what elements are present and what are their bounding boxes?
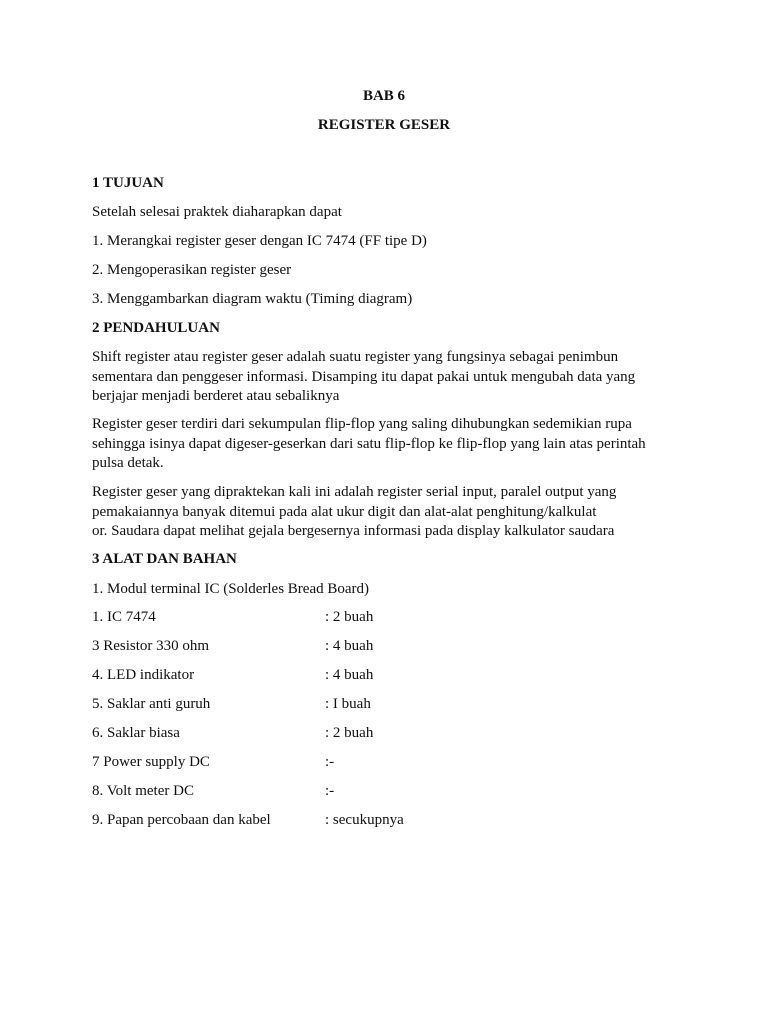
section-heading-alat-bahan: 3 ALAT DAN BAHAN: [92, 551, 237, 567]
tujuan-item: 2. Mengoperasikan register geser: [92, 262, 292, 278]
alat-first-item: 1. Modul terminal IC (Solderles Bread Board): [92, 581, 370, 597]
paragraph-line: pemakaiannya banyak ditemui pada alat ukur digit dan alat-alat penghitung/kalkulat: [92, 503, 597, 520]
material-name: 8. Volt meter DC: [92, 783, 194, 799]
material-name: 7 Power supply DC: [92, 754, 210, 770]
paragraph-line: sementara dan penggeser informasi. Disamping itu dapat pakai untuk mengubah data yang: [92, 368, 636, 385]
material-quantity: :-: [325, 754, 335, 770]
paragraph-line: or. Saudara dapat melihat gejala bergesernya informasi pada display kalkulator saudara: [92, 523, 615, 539]
material-name: 6. Saklar biasa: [92, 725, 180, 741]
section-heading-tujuan: 1 TUJUAN: [92, 175, 164, 191]
material-name: 4. LED indikator: [92, 667, 195, 683]
paragraph-line: Shift register atau register geser adalah suatu register yang fungsinya sebagai penimbun: [92, 349, 619, 365]
paragraph-flip-flop: [92, 415, 692, 474]
paragraph-line: Register geser yang dipraktekan kali ini adalah register serial input, paralel output yang: [92, 484, 617, 500]
tujuan-item: 3. Menggambarkan diagram waktu (Timing diagram): [92, 291, 413, 307]
paragraph-line: sehingga isinya dapat digeser-geserkan dari satu flip-flop ke flip-flop yang lain atas perintah: [92, 435, 646, 452]
paragraph-line: berjajar menjadi berderet atau sebaliknya: [92, 388, 340, 404]
tujuan-intro: Setelah selesai praktek diaharapkan dapat: [92, 204, 342, 220]
material-quantity: :-: [325, 783, 335, 799]
paragraph-shift-register: [92, 348, 692, 407]
chapter-label: BAB 6: [362, 88, 406, 104]
material-name: 9. Papan percobaan dan kabel: [92, 812, 271, 828]
material-name: 5. Saklar anti guruh: [92, 696, 211, 712]
material-name: 3 Resistor 330 ohm: [92, 638, 210, 654]
paragraph-line: pulsa detak.: [92, 455, 164, 471]
material-quantity: : 2 buah: [325, 609, 374, 625]
material-quantity: : 4 buah: [325, 638, 374, 654]
section-heading-pendahuluan: 2 PENDAHULUAN: [92, 320, 220, 336]
material-name: 1. IC 7474: [92, 609, 156, 625]
paragraph-serial-input: [92, 483, 692, 542]
tujuan-item: 1. Merangkai register geser dengan IC 7474 (FF tipe D): [92, 233, 427, 249]
material-quantity: : secukupnya: [325, 812, 404, 828]
material-quantity: : I buah: [325, 696, 371, 712]
paragraph-line: Register geser terdiri dari sekumpulan flip-flop yang saling dihubungkan sedemikian rupa: [92, 416, 632, 432]
page-title: REGISTER GESER: [317, 117, 451, 133]
material-quantity: : 4 buah: [325, 667, 374, 683]
material-quantity: : 2 buah: [325, 725, 374, 741]
